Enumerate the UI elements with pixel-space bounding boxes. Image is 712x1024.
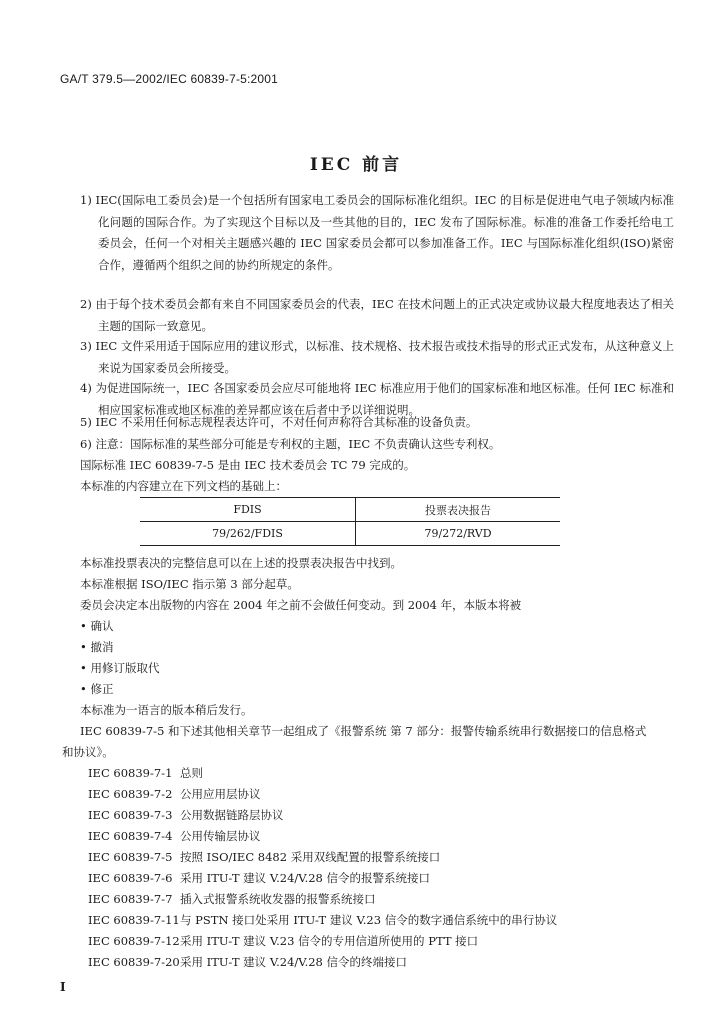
standard-title: 公用数据链路层协议 <box>180 808 284 822</box>
standard-code: IEC 60839-7-11 <box>88 913 180 927</box>
bullet-item: • 确认 <box>80 619 114 633</box>
page-number: I <box>60 980 66 994</box>
standard-code: IEC 60839-7-7 <box>88 892 173 906</box>
standard-code: IEC 60839-7-6 <box>88 871 173 885</box>
paragraph-maintenance: 委员会决定本出版物的内容在 2004 年之前不会做任何变动。到 2004 年，本版本将被 <box>80 598 522 612</box>
standard-list-item <box>88 931 478 952</box>
standard-title: 采用 ITU-T 建议 V.24/V.28 信令的终端接口 <box>180 955 408 969</box>
paragraph-basis: 本标准的内容建立在下列文档的基础上： <box>80 479 287 493</box>
table-cell-rvd: 79/272/RVD <box>356 522 560 546</box>
standard-code: IEC 60839-7-4 <box>88 829 173 843</box>
standard-list-item <box>88 952 407 973</box>
standard-title: 公用传输层协议 <box>180 829 261 843</box>
table-row <box>140 522 560 546</box>
standard-code: IEC 60839-7-1 <box>88 766 173 780</box>
page-title: IEC 前言 <box>309 155 403 175</box>
paragraph-1: 1) IEC(国际电工委员会)是一个包括所有国家电工委员会的国际标准化组织。IEC 的目标是促进电气电子领域内标准化问题的国际合作。为了实现这个目标以及一些其他的目的，IEC 发布了国际标准。标准的准备工作委托给电工委员会，任何一个对相关主题感兴趣的 IEC 国家委员会都可以参加准备工作。IEC 与国际标准化组织(ISO)紧密合作，遵循两个组织之间的协约所规定的条件。 <box>80 193 674 272</box>
table-header-rvd: 投票表决报告 <box>356 498 560 522</box>
paragraph-tc79: 国际标准 IEC 60839-7-5 是由 IEC 技术委员会 TC 79 完成的。 <box>80 458 416 472</box>
standard-title: 采用 ITU-T 建议 V.23 信令的专用信道所使用的 PTT 接口 <box>180 934 479 948</box>
paragraph-series: IEC 60839-7-5 和下述其他相关章节一起组成了《报警系统 第 7 部分：报警传输系统串行数据接口的信息格式和协议》。 <box>62 724 647 759</box>
standard-code: IEC 60839-7-12 <box>88 934 180 948</box>
standard-list-item <box>88 910 557 931</box>
standard-title: 插入式报警系统收发器的报警系统接口 <box>180 892 376 906</box>
standard-list-item <box>88 763 203 784</box>
paragraph-4: 4) 为促进国际统一，IEC 各国家委员会应尽可能地将 IEC 标准应用于他们的国家标准和地区标准。任何 IEC 标准和相应国家标准或地区标准的差异都应该在后者中予以详细说明。 <box>80 381 674 417</box>
paragraph-5: 5) IEC 不采用任何标志规程表达许可，不对任何声称符合其标准的设备负责。 <box>80 415 478 429</box>
standard-list-item <box>88 805 284 826</box>
standard-list-item <box>88 868 430 889</box>
paragraph-6: 6) 注意：国际标准的某些部分可能是专利权的主题，IEC 不负责确认这些专利权。 <box>80 437 501 451</box>
table-header-fdis: FDIS <box>140 498 356 522</box>
standard-code: IEC 60839-7-5 <box>88 850 173 864</box>
standard-list-item <box>88 784 261 805</box>
voting-documents-table <box>140 497 560 546</box>
table-cell-fdis: 79/262/FDIS <box>140 522 356 546</box>
paragraph-voting-info: 本标准投票表决的完整信息可以在上述的投票表决报告中找到。 <box>80 556 402 570</box>
standard-header-code: GA/T 379.5—2002/IEC 60839-7-5:2001 <box>60 72 279 86</box>
bullet-item: • 用修订版取代 <box>80 661 160 675</box>
paragraph-drafting: 本标准根据 ISO/IEC 指示第 3 部分起草。 <box>80 577 299 591</box>
bullet-item: • 修正 <box>80 682 114 696</box>
standard-list-item <box>88 847 440 868</box>
paragraph-3: 3) IEC 文件采用适于国际应用的建议形式，以标准、技术规格、技术报告或技术指导的形式正式发布，从这种意义上来说为国家委员会所接受。 <box>80 339 674 375</box>
standard-title: 采用 ITU-T 建议 V.24/V.28 信令的报警系统接口 <box>180 871 431 885</box>
paragraph-language: 本标准为一语言的版本稍后发行。 <box>80 703 253 717</box>
standard-list-item <box>88 889 376 910</box>
standard-code: IEC 60839-7-3 <box>88 808 173 822</box>
paragraph-2: 2) 由于每个技术委员会都有来自不同国家委员会的代表，IEC 在技术问题上的正式决定或协议最大程度地表达了相关主题的国际一致意见。 <box>80 297 674 333</box>
standard-list-item <box>88 826 261 847</box>
standard-title: 与 PSTN 接口处采用 ITU-T 建议 V.23 信令的数字通信系统中的串行协议 <box>180 913 558 927</box>
bullet-item: • 撤消 <box>80 640 114 654</box>
standard-code: IEC 60839-7-20 <box>88 955 180 969</box>
standard-title: 公用应用层协议 <box>180 787 261 801</box>
standard-title: 按照 ISO/IEC 8482 采用双线配置的报警系统接口 <box>180 850 441 864</box>
table-header-row <box>140 498 560 522</box>
standard-code: IEC 60839-7-2 <box>88 787 173 801</box>
standard-title: 总则 <box>180 766 203 780</box>
